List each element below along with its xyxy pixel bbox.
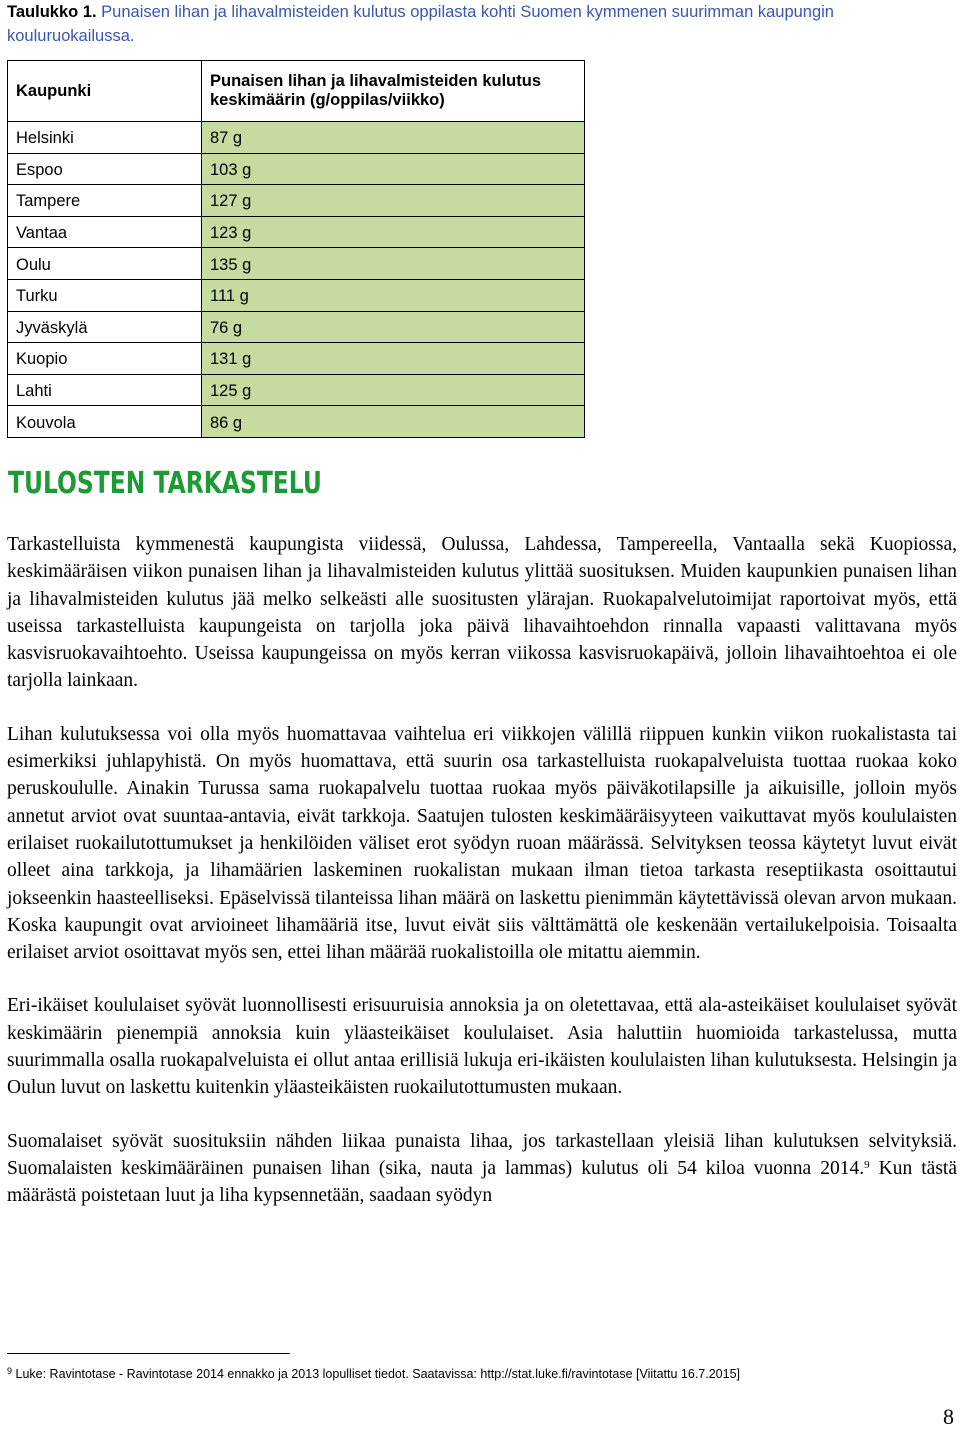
city-cell: Kouvola [8, 406, 202, 438]
city-cell: Lahti [8, 374, 202, 406]
consumption-cell: 131 g [202, 343, 585, 375]
footnote-number: 9 [7, 1366, 13, 1376]
footnote [7, 1366, 957, 1382]
table-caption-label: Taulukko 1. [7, 3, 97, 21]
city-cell: Oulu [8, 248, 202, 280]
consumption-cell: 86 g [202, 406, 585, 438]
table-row [8, 374, 585, 406]
paragraph-4 [7, 1128, 957, 1210]
table-caption [7, 0, 957, 48]
table-row [8, 216, 585, 248]
table-row [8, 185, 585, 217]
consumption-cell: 125 g [202, 374, 585, 406]
consumption-cell: 127 g [202, 185, 585, 217]
consumption-cell: 111 g [202, 279, 585, 311]
header-city: Kaupunki [8, 61, 202, 122]
section-heading: TULOSTEN TARKASTELU [8, 466, 322, 501]
consumption-cell: 76 g [202, 311, 585, 343]
paragraph-2: Lihan kulutuksessa voi olla myös huomattavaa vaihtelua eri viikkojen välillä riippuen kunkin viikon ruokalistasta tai esimerkiksi juhlapyhistä. On myös huomattava, että suurin osa tarkastelluista ruokapalveluista tuottaa ruokaa koko peruskoululle. Ainakin Turussa sama ruokapalvelu tuottaa ruokaa myös päiväkotilapsille ja aikuisille, jolloin myös annetut arviot ovat suuntaa-antavia, eivät tarkkoja. Saatujen tulosten keskimääräisyyteen vaikuttavat myös koululaisten erilaiset ruokailutottumukset ja henkilöiden väliset erot syödyn ruoan määrässä. Selvityksen teossa käytetyt luvut eivät olleet aina tarkkoja, ja lihamäärien laskeminen ruokalistan mukaan ilman tietoa tarkasta reseptiikasta osoittautui jokseenkin haasteelliseksi. Epäselvissä tilanteissa lihan määrä on laskettu pienimmän käytettävissä olevan arvon mukaan. Koska kaupungit ovat arvioineet lihamääriä itse, luvut eivät siis välttämättä ole keskenään vertailukelpoisia. Toisaalta erilaiset arviot osoittavat myös sen, ettei lihan määrää ruokalistoilla ole mitattu aiemmin. [7, 723, 957, 964]
consumption-cell: 123 g [202, 216, 585, 248]
footnote-text: Luke: Ravintotase - Ravintotase 2014 ennakko ja 2013 lopulliset tiedot. Saatavissa: http://stat.luke.fi/ravintotase [Viitattu 16.7.2015] [12, 1367, 741, 1381]
table-header-row [8, 61, 585, 122]
table-row [8, 343, 585, 375]
table-row [8, 279, 585, 311]
table-row [8, 311, 585, 343]
table-row [8, 248, 585, 280]
footnote-reference: 9 [864, 1158, 870, 1171]
table-row [8, 122, 585, 154]
city-cell: Helsinki [8, 122, 202, 154]
paragraph-4-text: Suomalaiset syövät suosituksiin nähden liikaa punaista lihaa, jos tarkastellaan yleisiä lihan kulutuksen selvityksiä. Suomalaisten keskimääräinen punaisen lihan (sika, nauta ja lammas) kulutus oli 54 kiloa vuonna 2014. [7, 1130, 957, 1179]
city-cell: Espoo [8, 153, 202, 185]
city-cell: Turku [8, 279, 202, 311]
city-cell: Kuopio [8, 343, 202, 375]
consumption-cell: 103 g [202, 153, 585, 185]
body-text [7, 531, 957, 1236]
consumption-cell: 135 g [202, 248, 585, 280]
paragraph-3: Eri-ikäiset koululaiset syövät luonnollisesti erisuuruisia annoksia ja on oletettavaa, että ala-asteikäiset koululaiset syövät keskimäärin pienempiä annoksia kuin yläasteikäiset koululaiset. Asia haluttiin huomioida tarkastelussa, mutta suurimmalla osalla ruokapalveluista ei ollut antaa erillisiä lukuja eri-ikäisten koululaisten lihan kulutuksesta. Helsingin ja Oulun luvut on laskettu kuitenkin yläasteikäisten ruokailutottumusten mukaan. [7, 995, 957, 1099]
meat-consumption-table [7, 60, 585, 438]
header-consumption: Punaisen lihan ja lihavalmisteiden kulutus keskimäärin (g/oppilas/viikko) [202, 61, 585, 122]
city-cell: Vantaa [8, 216, 202, 248]
paragraph-4-continued: Kun tästä määrästä poistetaan luut ja liha kypsennetään, saadaan syödyn [7, 1157, 957, 1207]
city-cell: Jyväskylä [8, 311, 202, 343]
table-caption-text: Punaisen lihan ja lihavalmisteiden kulutus oppilasta kohti Suomen kymmenen suurimman kaupungin kouluruokailussa. [7, 3, 834, 45]
consumption-cell: 87 g [202, 122, 585, 154]
paragraph-1: Tarkastelluista kymmenestä kaupungista viidessä, Oulussa, Lahdessa, Tampereella, Vantaalla sekä Kuopiossa, keskimääräisen viikon punaisen lihan ja lihavalmisteiden kulutus ylittää suosituksen. Muiden kaupunkien punaisen lihan ja lihavalmisteiden kulutus jää melko selkeästi alle suositusten ylärajan. Ruokapalvelutoimijat raportoivat myös, että useissa tarkastelluista kaupungeista on tarjolla joka päivä lihavaihtoehdon rinnalla vapaasti valittavana myös kasvisruokavaihtoehto. Useissa kaupungeissa on myös kerran viikossa kasvisruokapäivä, jolloin lihavaihtoehtoa ei ole tarjolla lainkaan. [7, 534, 957, 692]
city-cell: Tampere [8, 185, 202, 217]
page-number: 8 [943, 1404, 954, 1429]
table-row [8, 406, 585, 438]
footnote-divider [7, 1353, 290, 1354]
table-row [8, 153, 585, 185]
